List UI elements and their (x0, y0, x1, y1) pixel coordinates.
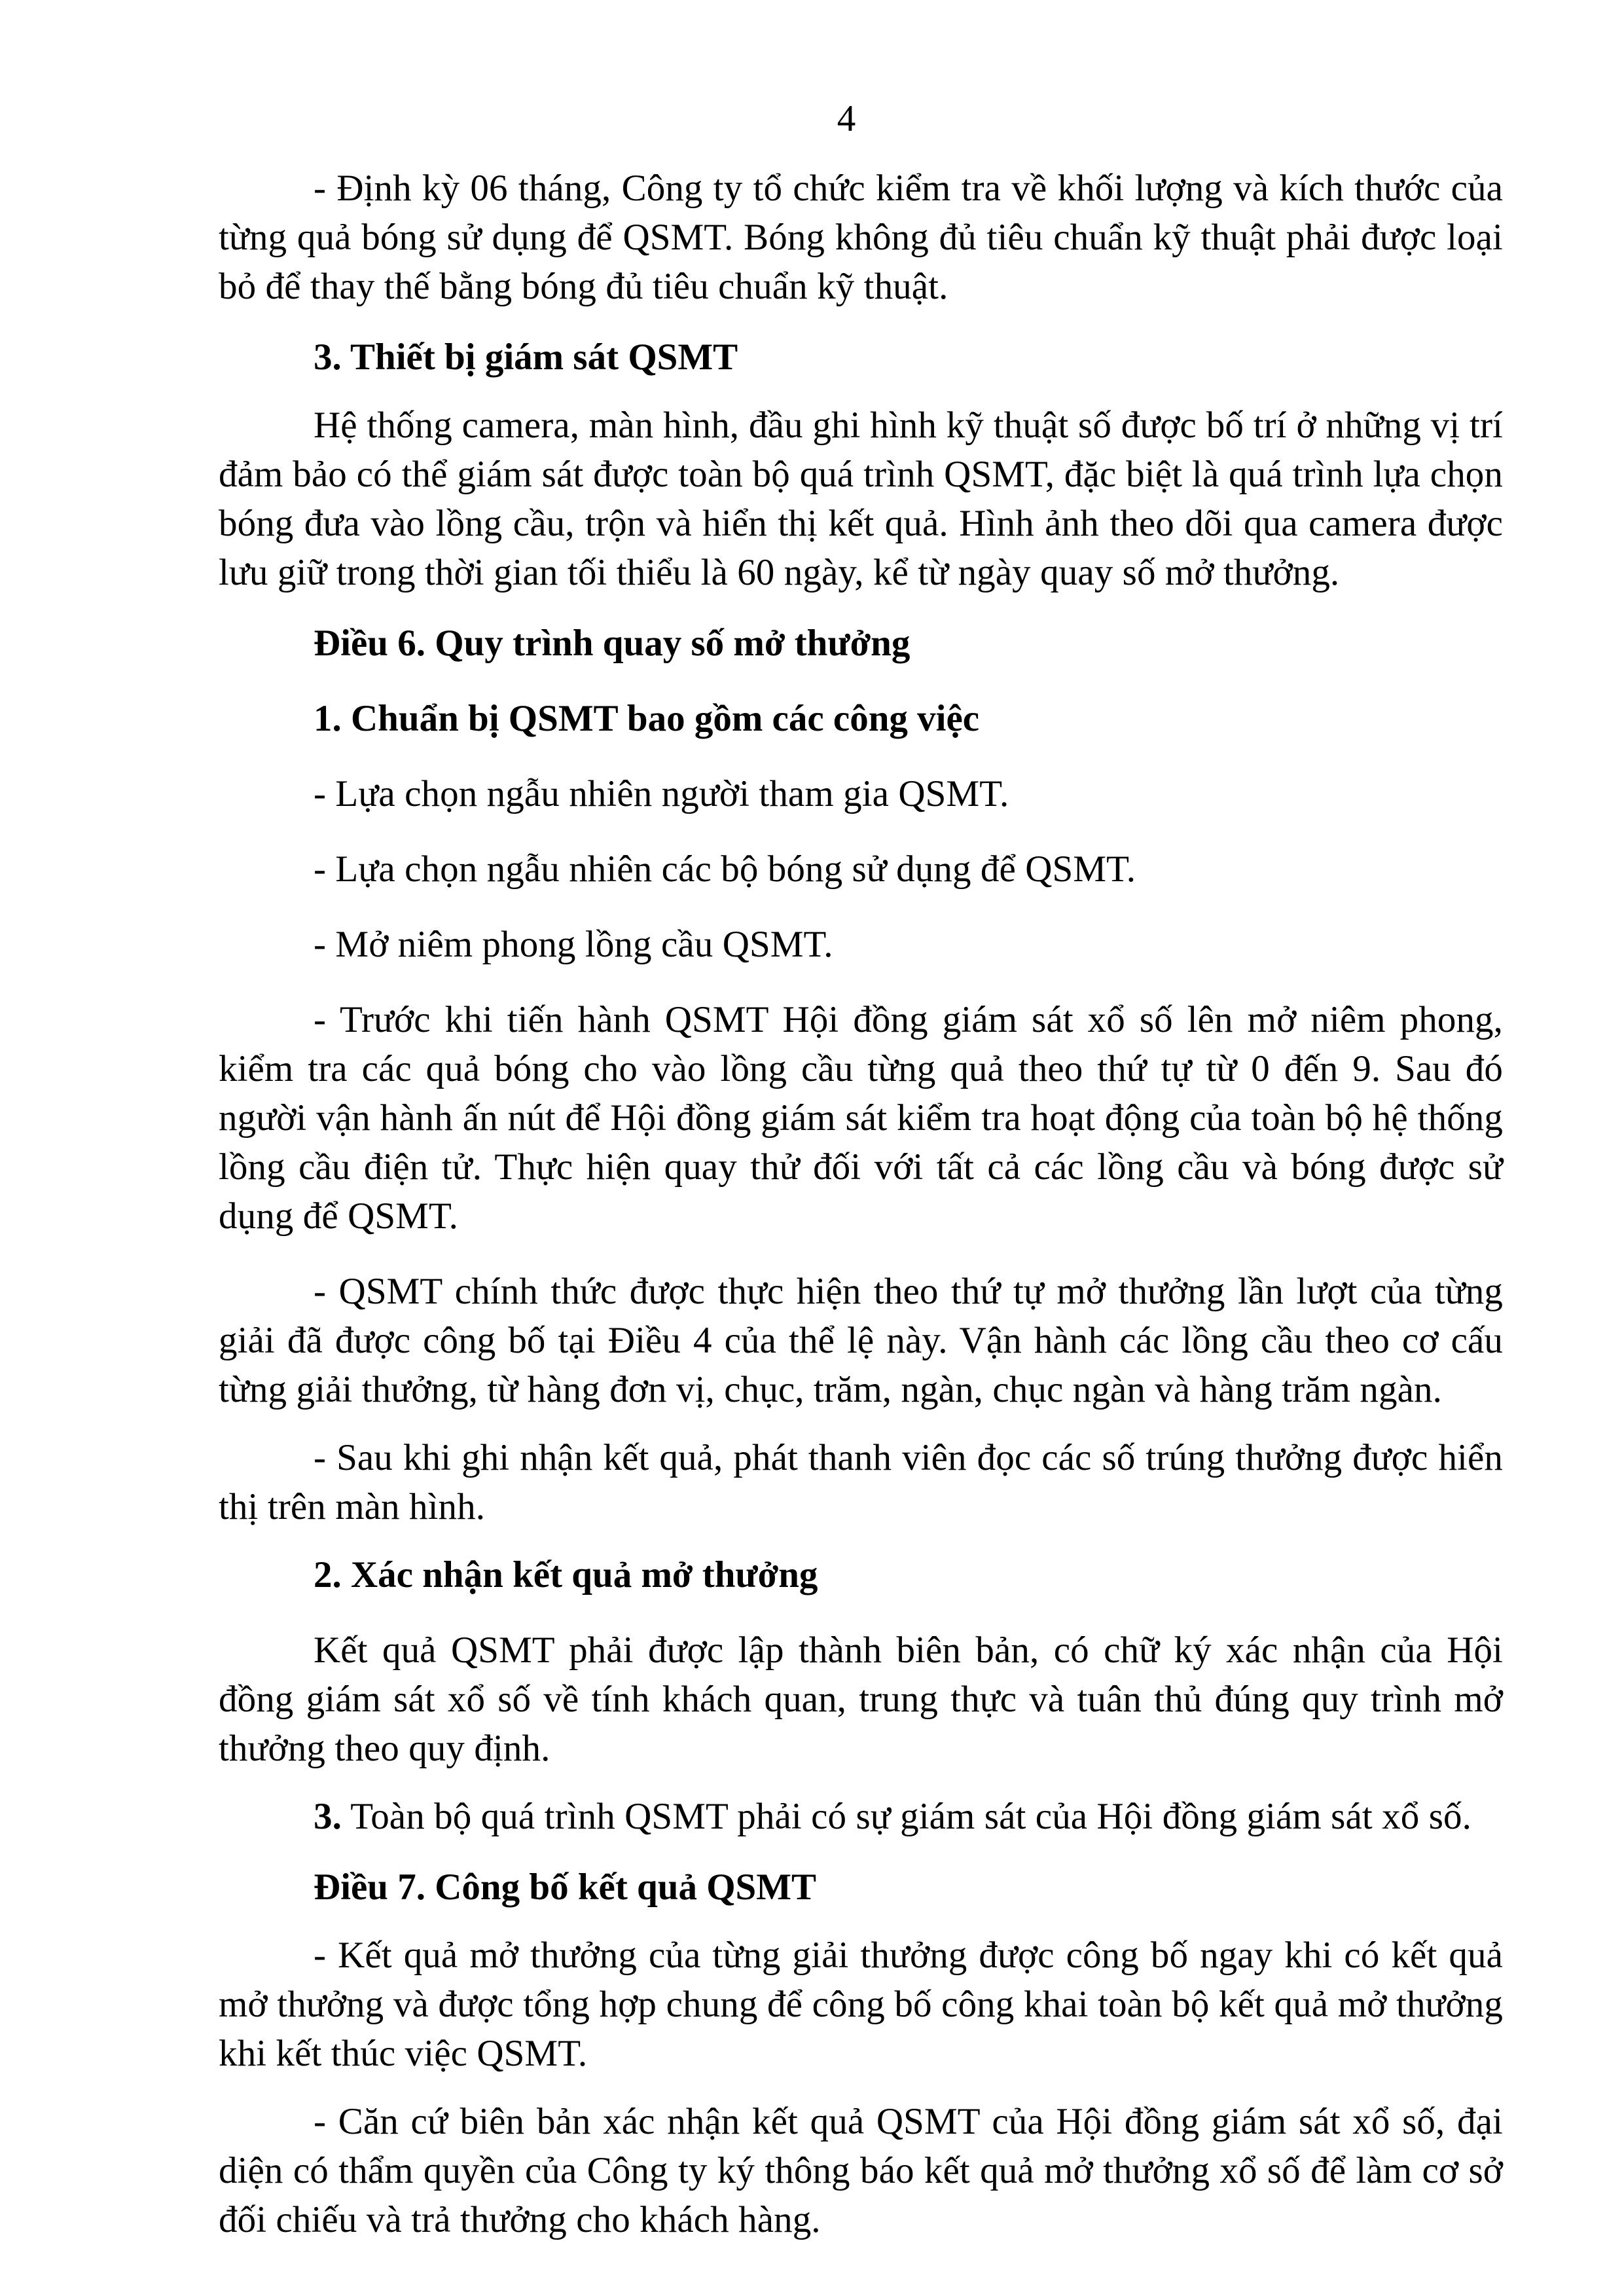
paragraph-official-notice: - Căn cứ biên bản xác nhận kết quả QSMT của Hội đồng giám sát xổ số, đại diện có thẩm quyền của Công ty ký thông báo kết quả mở thưởng xổ số để làm cơ sở đối chiếu và trả thưởng cho khách hàng. (219, 2101, 1503, 2240)
paragraph-supervision (219, 1792, 1503, 1841)
document-body (219, 164, 1503, 2244)
paragraph-minutes: Kết quả QSMT phải được lập thành biên bản, có chữ ký xác nhận của Hội đồng giám sát xổ số về tính khách quan, trung thực và tuân thủ đúng quy trình mở thưởng theo quy định. (219, 1630, 1503, 1769)
paragraph-announce-results: - Kết quả mở thưởng của từng giải thưởng được công bố ngay khi có kết quả mở thưởng và được tổng hợp chung để công bố công khai toàn bộ kết quả mở thưởng khi kết thúc việc QSMT. (219, 1935, 1503, 2074)
list-item-select-participants: - Lựa chọn ngẫu nhiên người tham gia QSMT. (314, 773, 1009, 814)
paragraph-supervision-text: Toàn bộ quá trình QSMT phải có sự giám sát của Hội đồng giám sát xổ số. (341, 1796, 1471, 1837)
paragraph-camera-system: Hệ thống camera, màn hình, đầu ghi hình kỹ thuật số được bố trí ở những vị trí đảm bảo có thể giám sát được toàn bộ quá trình QSMT, đặc biệt là quá trình lựa chọn bóng đưa vào lồng cầu, trộn và hiển thị kết quả. Hình ảnh theo dõi qua camera được lưu giữ trong thời gian tối thiểu là 60 ngày, kể từ ngày quay số mở thưởng. (219, 405, 1503, 593)
paragraph-announcer: - Sau khi ghi nhận kết quả, phát thanh viên đọc các số trúng thưởng được hiển thị trên màn hình. (219, 1437, 1503, 1527)
page-number: 4 (837, 98, 856, 139)
list-item-select-ball-sets: - Lựa chọn ngẫu nhiên các bộ bóng sử dụng để QSMT. (314, 848, 1136, 890)
heading-monitoring-equipment: 3. Thiết bị giám sát QSMT (314, 337, 738, 378)
paragraph-before-drawing: - Trước khi tiến hành QSMT Hội đồng giám sát xổ số lên mở niêm phong, kiểm tra các quả bóng cho vào lồng cầu từng quả theo thứ tự từ 0 đến 9. Sau đó người vận hành ấn nút để Hội đồng giám sát kiểm tra hoạt động của toàn bộ hệ thống lồng cầu điện tử. Thực hiện quay thử đối với tất cả các lồng cầu và bóng được sử dụng để QSMT. (219, 999, 1503, 1237)
list-item-open-seal: - Mở niêm phong lồng cầu QSMT. (314, 924, 833, 965)
paragraph-official-drawing: - QSMT chính thức được thực hiện theo thứ tự mở thưởng lần lượt của từng giải đã được công bố tại Điều 4 của thể lệ này. Vận hành các lồng cầu theo cơ cấu từng giải thưởng, từ hàng đơn vị, chục, trăm, ngàn, chục ngàn và hàng trăm ngàn. (219, 1271, 1503, 1410)
heading-article-6: Điều 6. Quy trình quay số mở thưởng (314, 623, 911, 664)
paragraph-supervision-number: 3. (314, 1796, 342, 1837)
heading-result-confirmation: 2. Xác nhận kết quả mở thưởng (314, 1554, 818, 1595)
paragraph-ball-inspection: - Định kỳ 06 tháng, Công ty tổ chức kiểm tra về khối lượng và kích thước của từng quả bóng sử dụng để QSMT. Bóng không đủ tiêu chuẩn kỹ thuật phải được loại bỏ để thay thế bằng bóng đủ tiêu chuẩn kỹ thuật. (219, 168, 1503, 307)
heading-article-7: Điều 7. Công bố kết quả QSMT (314, 1867, 817, 1908)
heading-preparation: 1. Chuẩn bị QSMT bao gồm các công việc (314, 698, 980, 739)
